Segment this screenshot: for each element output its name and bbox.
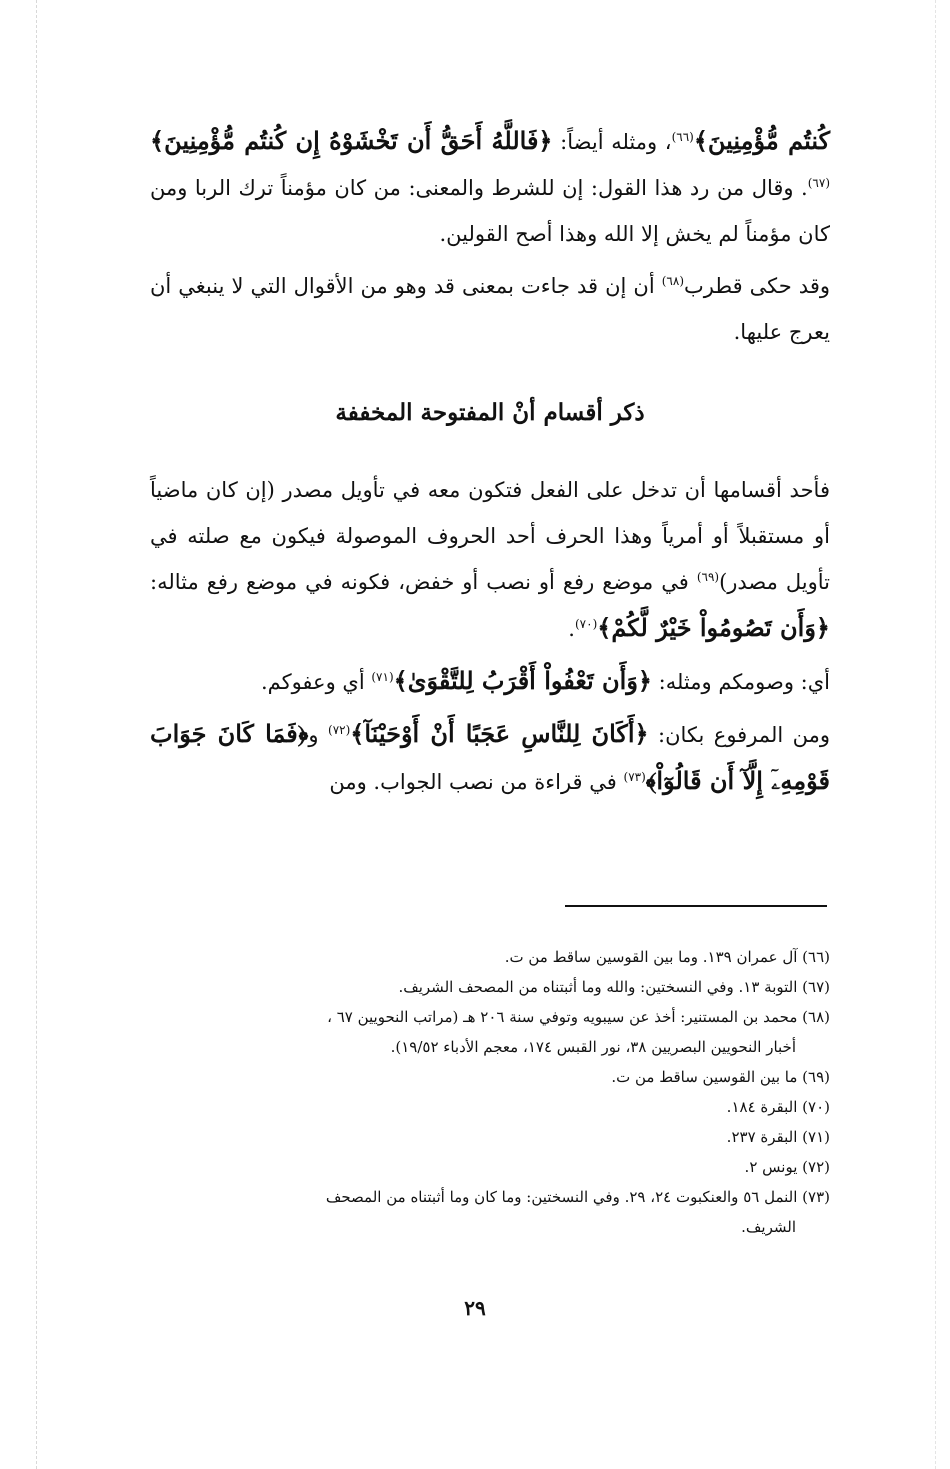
- footnote: (٧٢) يونس ٢.: [744, 1158, 830, 1176]
- scan-edge-left: [36, 0, 37, 1469]
- paragraph: [150, 118, 830, 257]
- footnote-ref: (٦٦): [671, 130, 694, 144]
- footnote: (٦٨) محمد بن المستنير: أخذ عن سيبويه وتوفي سنة ٢٠٦ هـ (مراتب النحويين ٦٧ ،: [327, 1008, 830, 1026]
- text-block-section: [150, 467, 830, 805]
- paragraph: [150, 263, 830, 355]
- footnote: أخبار النحويين البصريين ٣٨، نور القبس ١٧٤، معجم الأدباء ١٩/٥٢).: [390, 1038, 796, 1056]
- footnote: (٧١) البقرة ٢٣٧.: [726, 1128, 830, 1146]
- paragraph-text: . وقال من رد هذا القول: إن للشرط والمعنى: من كان مؤمناً ترك الربا ومن كان مؤمناً لم يخش إلا الله وهذا أصح القولين.: [150, 176, 830, 246]
- footnotes: [150, 942, 830, 1242]
- quran-verse: ﴿وَأَن تَصُومُواْ خَيْرٌ لَّكُمْ﴾: [597, 613, 830, 642]
- quran-verse: ﴿وَأَن تَعْفُواْ أَقْرَبُ لِلتَّقْوَىٰ﴾: [393, 666, 652, 695]
- footnote-separator: [565, 905, 827, 907]
- paragraph-text: في موضع رفع أو نصب أو خفض، فكونه في موضع رفع مثاله:: [150, 570, 697, 594]
- footnote: الشريف.: [741, 1218, 796, 1236]
- footnote-ref: (٧٣): [623, 770, 646, 784]
- paragraph-text: فأحد أقسامها أن تدخل على الفعل فتكون معه في تأويل مصدر (إن كان ماضياً أو مستقبلاً أو أمرياً وهذا الحرف أحد الحروف الموصولة فيكون مع صلته في تأويل مصدر): [150, 478, 831, 594]
- quran-verse: ﴿فَمَا كَانَ جَوَابَ قَوْمِهِۦٓ إِلَّآ أَن قَالُوٓاْ﴾: [150, 719, 830, 795]
- footnote: (٧٠) البقرة ١٨٤.: [726, 1098, 830, 1116]
- section-heading: ذكر أقسام أنْ المفتوحة المخففة: [335, 399, 645, 426]
- paragraph-text: أي: وصومكم ومثله:: [651, 670, 830, 694]
- footnote: (٦٩) ما بين القوسين ساقط من ت.: [611, 1068, 830, 1086]
- footnote-ref: (٦٧): [807, 176, 830, 190]
- footnote: (٦٦) آل عمران ١٣٩. وما بين القوسين ساقط من ت.: [504, 948, 830, 966]
- paragraph-text: في قراءة من نصب الجواب. ومن: [329, 770, 624, 794]
- quran-verse: ﴿أَكَانَ لِلنَّاسِ عَجَبًا أَنْ أَوْحَيْنَآ﴾: [350, 719, 649, 748]
- footnote: (٦٧) التوبة ١٣. وفي النسختين: والله وما أثبتناه من المصحف الشريف.: [398, 978, 830, 996]
- main-text: [150, 118, 830, 805]
- paragraph-text: و: [308, 723, 328, 747]
- page-number: ٢٩: [464, 1296, 486, 1320]
- paragraph-text: ومن المرفوع بكان:: [648, 723, 830, 747]
- paragraph-text: .: [568, 617, 575, 641]
- paragraph-text: ، ومثله أيضاً:: [552, 130, 672, 154]
- footnote-ref: (٧٠): [574, 617, 598, 631]
- footnote-ref: (٧٢): [328, 723, 351, 737]
- footnote-ref: (٦٨): [661, 274, 684, 288]
- quran-verse: كُنتُم مُّؤْمِنِينَ﴾: [693, 126, 830, 155]
- text-block-intro: [150, 118, 830, 355]
- paragraph: [150, 467, 830, 652]
- paragraph-text: أن إن قد جاءت بمعنى قد وهو من الأقوال التي لا ينبغي أن يعرج عليها.: [150, 274, 830, 344]
- paragraph: [150, 711, 830, 805]
- paragraph-text: أي وعفوكم.: [260, 670, 372, 694]
- paragraph-text: وقد حكى قطرب: [684, 274, 830, 298]
- scan-edge-right: [935, 0, 936, 1469]
- footnote-ref: (٦٩): [696, 570, 720, 584]
- footnote-ref: (٧١): [371, 670, 394, 684]
- footnote: (٧٣) النمل ٥٦ والعنكبوت ٢٤، ٢٩. وفي النسختين: وما كان وما أثبتناه من المصحف: [325, 1188, 830, 1206]
- quran-verse: ﴿فَاللَّهُ أَحَقُّ أَن تَخْشَوْهُ إِن كُنتُم مُّؤْمِنِينَ﴾: [150, 126, 553, 155]
- paragraph: [150, 658, 830, 705]
